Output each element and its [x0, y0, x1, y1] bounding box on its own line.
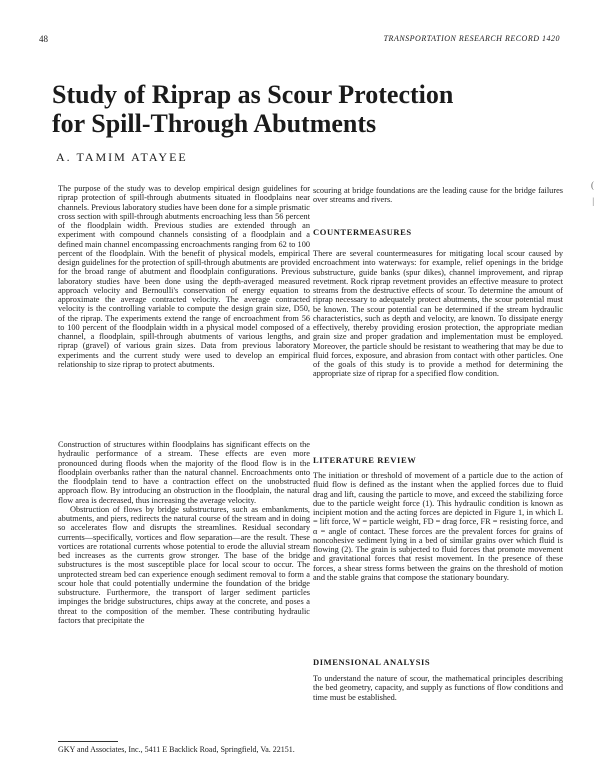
introduction: [58, 440, 310, 724]
countermeasures-body: [313, 249, 563, 438]
abstract-text: The purpose of the study was to develop empirical design guidelines for riprap protection of spill-through abutments situated in floodplains near channels. Previous laboratory studies have been done for a simple prismatic cross section with spill-through abutments encroaching less than 56 percent of the floodplain width. Previous studies are extended through an experiment with compound channels consisting of a floodplain and a defined main channel encompassing encroachments ranging from 62 to 100 percent of the floodplain. With the benefit of physical models, empirical design guidelines for the protection of spill-through abutments are provided for the broad range of abutment and floodplain configurations. Previous laboratory studies have been done using the depth-averaged measured approach velocity and Bernoulli's conservation of energy equation to approximate the average contracted velocity. The average contracted velocity is the controlling variable to compute the design grain size, D50, of the riprap. The experiments extend the range of encroachment from 56 to 100 percent of the floodplain width in a physical model composed of a channel, a floodplain, spill-through abutments of various lengths, and riprap (gravel) of various grain sizes. Data from previous laboratory experiments and the current study were used to develop an empirical relationship to size riprap to protect abutments.: [58, 184, 310, 369]
footnote: GKY and Associates, Inc., 5411 E Backlick Road, Springfield, Va. 22151.: [58, 745, 295, 754]
footnote-rule: [58, 741, 118, 742]
page-number: 48: [39, 34, 48, 44]
intro-paragraph-2: Obstruction of flows by bridge substructures, such as embankments, abutments, and piers, redirects the natural course of the stream and in doing so accelerates flow and disrupts the streamlines. Residual secondary currents—specifically, vortices and flow separation—are the result. These vortices are rotational currents whose potential to erode the alluvial stream bed increases as the currents grow stronger. The base of the bridge substructures is the most susceptible place for local scour to occur. The unprotected stream bed can experience enough sediment removal to form a scour hole that could potentially undermine the foundation of the bridge substructure. Furthermore, the transport of larger sediment particles impinges the bridge substructures, chips away at the concrete, and poses a threat to the composition of the member. These contributing hydraulic factors that precipitate the: [58, 504, 310, 625]
author-name: A. TAMIM ATAYEE: [56, 150, 188, 164]
article-title: Study of Riprap as Scour Protection for Spill-Through Abutments: [52, 80, 454, 138]
continuation-text: scouring at bridge foundations are the leading cause for the bridge failures over streams and rivers.: [313, 186, 563, 205]
intro-paragraph-1: Construction of structures within floodplains has significant effects on the hydraulic performance of a stream. These effects are even more pronounced during floods when the majority of the flood flow is in the floodplain overbanks rather than the natural channel. Encroachments onto the floodplain tend to have a contraction effect on the unobstructed approach flow. By introducing an obstruction in the floodplain, the natural flow area is decreased, thus increasing the average velocity.: [58, 440, 310, 505]
literature-review-body: [313, 471, 563, 643]
running-head: TRANSPORTATION RESEARCH RECORD 1420: [383, 34, 560, 43]
countermeasures-text: There are several countermeasures for mitigating local scour caused by encroachment into waterways: for example, relief openings in the bridge substructure, guide banks (spur dikes), channel improvement, and riprap revetment. Rock riprap revetment provides an effective measure to protect streams from the destructive effects of scour. To determine the amount of riprap necessary to adequately protect abutments, the scour potential must be known. The scour potential can be determined if the stream hydraulic characteristics, such as depth and velocity, are known. To dissipate energy effectively, thereby providing erosion protection, the appropriate median grain size and proper gradation and implementation must be employed. Moreover, the particle should be resistant to weathering that may be due to fluid forces, exposure, and abrasion from contact with other particles. One of the goals of this study is to provide a method for determining the appropriate size of riprap for a specified flow condition.: [313, 249, 563, 379]
margin-mark-1: (: [591, 180, 594, 190]
right-continuation: [313, 186, 563, 206]
section-heading-countermeasures: COUNTERMEASURES: [313, 227, 412, 237]
section-heading-literature-review: LITERATURE REVIEW: [313, 455, 417, 465]
abstract: [58, 184, 310, 434]
dimensional-analysis-body: [313, 674, 563, 764]
margin-mark-2: |: [592, 196, 594, 206]
literature-review-text: The initiation or threshold of movement of a particle due to the action of fluid flow is defined as the instant when the applied forces due to fluid drag and lift, causing the particle to move, and exceed the stabilizing force due to the particle weight force (1). This hydraulic condition is known as incipient motion and the acting forces are depicted in Figure 1, in which L = lift force, W = particle weight, FD = drag force, FR = resisting force, and α = angle of contact. These forces are the prevalent forces for grains of noncohesive sediment lying in a bed of similar grains over which fluid is flowing (2). The grain is subjected to fluid forces that promote movement and gravitational forces that resist movement. In the presence of these forces, a shear stress forms between the grains on the threshold of motion and the stable grains that compose the stationary boundary.: [313, 471, 563, 582]
dimensional-analysis-text: To understand the nature of scour, the mathematical principles describing the bed geometry, capacity, and supply as functions of flow conditions and time must be established.: [313, 674, 563, 702]
section-heading-dimensional-analysis: DIMENSIONAL ANALYSIS: [313, 657, 431, 667]
